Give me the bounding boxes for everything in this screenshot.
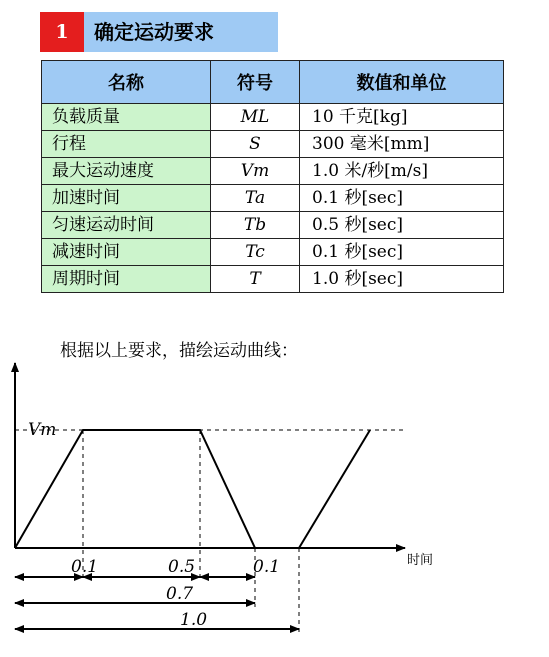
label-move-total: 0.7	[166, 584, 194, 604]
row-symbol: Tc	[211, 239, 300, 266]
row-symbol: S	[211, 131, 300, 158]
row-name: 负载质量	[42, 104, 211, 131]
row-symbol: T	[211, 266, 300, 293]
row-symbol: ML	[211, 104, 300, 131]
row-name: 加速时间	[42, 185, 211, 212]
table-row	[42, 266, 504, 293]
table-row	[42, 158, 504, 185]
next-cycle-profile-line	[299, 430, 370, 548]
velocity-profile-line	[15, 430, 255, 548]
table-row	[42, 104, 504, 131]
label-accel: 0.1	[71, 557, 99, 577]
row-name: 匀速运动时间	[42, 212, 211, 239]
row-value: 1.0 米/秒[m/s]	[300, 158, 504, 185]
table-header-row	[42, 61, 504, 104]
row-value: 300 毫米[mm]	[300, 131, 504, 158]
label-constant: 0.5	[168, 557, 196, 577]
requirements-table	[41, 60, 504, 293]
row-symbol: Ta	[211, 185, 300, 212]
row-value: 10 千克[kg]	[300, 104, 504, 131]
section-number: 1	[40, 12, 84, 52]
row-symbol: Vm	[211, 158, 300, 185]
section-header	[40, 12, 278, 52]
table-row	[42, 131, 504, 158]
table-row	[42, 212, 504, 239]
row-value: 0.5 秒[sec]	[300, 212, 504, 239]
row-value: 0.1 秒[sec]	[300, 239, 504, 266]
table-row	[42, 239, 504, 266]
header-symbol: 符号	[211, 61, 300, 104]
velocity-profile-diagram	[0, 355, 549, 655]
header-name: 名称	[42, 61, 211, 104]
header-value: 数值和单位	[300, 61, 504, 104]
vm-label: Vm	[28, 420, 57, 440]
row-name: 行程	[42, 131, 211, 158]
section-title: 确定运动要求	[94, 20, 214, 44]
label-cycle-total: 1.0	[180, 610, 208, 630]
row-value: 1.0 秒[sec]	[300, 266, 504, 293]
row-name: 最大运动速度	[42, 158, 211, 185]
caption: 根据以上要求，描绘运动曲线：	[60, 341, 298, 361]
row-name: 减速时间	[42, 239, 211, 266]
time-axis-label: 时间	[407, 553, 434, 568]
row-symbol: Tb	[211, 212, 300, 239]
table-row	[42, 185, 504, 212]
label-decel: 0.1	[253, 557, 281, 577]
row-value: 0.1 秒[sec]	[300, 185, 504, 212]
row-name: 周期时间	[42, 266, 211, 293]
